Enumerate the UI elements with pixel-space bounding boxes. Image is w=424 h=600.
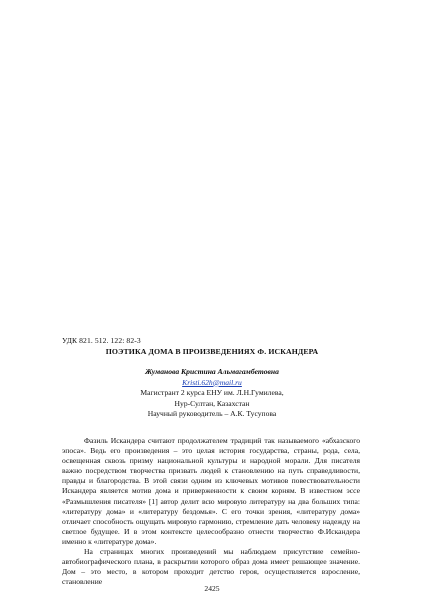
udc-code: УДК 821. 512. 122: 82-3: [62, 336, 141, 345]
paragraph-1: Фазиль Искандера считают продолжателем традиций так называемого «абхазского эпоса». Ведь его произведения – это целая история государства, страны, рода, села, освещенная сквозь призму национальной культуры и народной морали. Для писателя важно посредством творчества призвать людей к становлению на путь справедливости, правды и благородства. В этой связи одним из ключевых мотивов повествовательности Искандера является мотив дома и приверженности к своим корням. В известном эссе «Размышления писателя» [1] автор делит всю мировую литературу на два больших типа: «литературу дома» и «литературу бездомья». С его точки зрения, «литературу дома» отличает способность ощущать мировую гармонию, стремление дать человеку надежду на светлое будущее. И в этом контексте целесообразно отнести творчество Ф.Искандера именно к «литературе дома».: [62, 436, 360, 546]
author-email-link[interactable]: Kristi.62h@mail.ru: [182, 377, 242, 387]
article-title: ПОЭТИКА ДОМА В ПРОИЗВЕДЕНИЯХ Ф. ИСКАНДЕРА: [105, 347, 319, 356]
author-block: [0, 367, 424, 420]
article-body: [62, 436, 360, 587]
paragraph-2: На страницах многих произведений мы наблюдаем присутствие семейно-автобиографического плана, в раскрытии которого образ дома имеет решающее значение. Дом – это место, в котором проходит детство героя, осуществляется взросление, становление: [62, 547, 360, 587]
author-position: Магистрант 2 курса ЕНУ им. Л.Н.Гумилева,: [140, 388, 284, 398]
page-number: 2425: [204, 584, 220, 593]
author-name: Жуманова Кристина Альмагамбетовна: [145, 367, 279, 376]
supervisor: Научный руководитель – А.К. Тусупова: [147, 409, 277, 419]
author-city: Нур-Султан, Казахстан: [174, 398, 250, 408]
